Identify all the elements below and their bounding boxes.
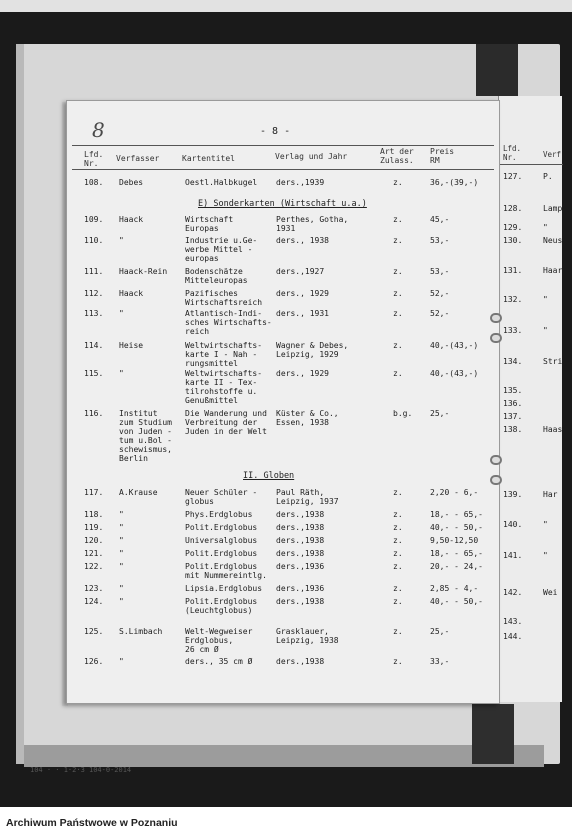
row-nr: 124.	[84, 597, 104, 606]
row-titel: Polit.Erdglobus mit Nummereintlg.	[185, 562, 267, 580]
row-nr: 117.	[84, 488, 104, 497]
adjacent-row-verf: Har	[543, 490, 558, 499]
row-nr: 108.	[84, 178, 104, 187]
row-preis: 52,-	[430, 289, 450, 298]
adjacent-row-nr: 127.	[503, 172, 523, 181]
adjacent-row-nr: 142.	[503, 588, 523, 597]
row-verlag: ders.,1927	[276, 267, 325, 276]
paper-clip	[490, 333, 502, 343]
row-nr: 114.	[84, 341, 104, 350]
row-verfasser: S.Limbach	[119, 627, 163, 636]
adjacent-row-verf: Haar	[543, 266, 563, 275]
paper-clip	[490, 475, 502, 485]
row-titel: Oestl.Halbkugel	[185, 178, 258, 187]
row-verlag: Perthes, Gotha, 1931	[276, 215, 349, 233]
row-verfasser: "	[119, 597, 124, 606]
row-preis: 18,- - 65,-	[430, 510, 483, 519]
row-verfasser: "	[119, 309, 124, 318]
section-heading-sonderkarten: E) Sonderkarten (Wirtschaft u.a.)	[198, 199, 367, 209]
adjacent-row-nr: 132.	[503, 295, 523, 304]
row-verfasser: Institut zum Studium von Juden - tum u.Bol - schewismus, Berlin	[119, 409, 172, 463]
row-preis: 53,-	[430, 236, 450, 245]
row-titel: ders., 35 cm Ø	[185, 657, 253, 666]
row-art: z.	[393, 523, 403, 532]
row-verlag: ders.,1936	[276, 584, 325, 593]
adjacent-row-verf: Neus	[543, 236, 563, 245]
row-nr: 121.	[84, 549, 104, 558]
row-preis: 33,-	[430, 657, 450, 666]
row-titel: Phys.Erdglobus	[185, 510, 253, 519]
row-art: z.	[393, 178, 403, 187]
row-verlag: ders.,1938	[276, 536, 325, 545]
row-preis: 9,50-12,50	[430, 536, 479, 545]
row-art: z.	[393, 597, 403, 606]
handwritten-number: 8	[92, 118, 105, 142]
adjacent-page	[498, 96, 562, 702]
header-preis: Preis RM	[430, 147, 455, 165]
row-preis: 20,- - 24,-	[430, 562, 483, 571]
row-titel: Universalglobus	[185, 536, 258, 545]
row-verfasser: "	[119, 236, 124, 245]
row-preis: 40,-(43,-)	[430, 369, 479, 378]
row-verfasser: "	[119, 657, 124, 666]
row-preis: 2,20 - 6,-	[430, 488, 479, 497]
row-titel: Pazifisches Wirtschaftsreich	[185, 289, 263, 307]
adjacent-row-nr: 134.	[503, 357, 523, 366]
archive-caption: Archiwum Państwowe w Poznaniu	[6, 817, 178, 829]
row-art: z.	[393, 369, 403, 378]
adjacent-row-nr: 129.	[503, 223, 523, 232]
row-nr: 111.	[84, 267, 104, 276]
adjacent-header-nr: Lfd. Nr.	[503, 144, 522, 162]
row-nr: 115.	[84, 369, 104, 378]
row-verfasser: Debes	[119, 178, 144, 187]
row-art: z.	[393, 549, 403, 558]
row-art: z.	[393, 488, 403, 497]
row-titel: Welt-Wegweiser Erdglobus, 26 cm Ø	[185, 627, 253, 654]
film-code: 104 · · 1·2·3 104-0-2014	[30, 766, 132, 774]
adjacent-row-verf: "	[543, 326, 548, 335]
row-titel: Neuer Schüler - globus	[185, 488, 258, 506]
row-verfasser: Heise	[119, 341, 144, 350]
row-preis: 40,- - 50,-	[430, 597, 483, 606]
row-verfasser: "	[119, 562, 124, 571]
adjacent-row-verf: Lamp	[543, 204, 563, 213]
adjacent-row-nr: 139.	[503, 490, 523, 499]
row-preis: 25,-	[430, 409, 450, 418]
row-verfasser: "	[119, 523, 124, 532]
header-lfd: Lfd. Nr.	[84, 150, 104, 168]
adjacent-row-nr: 135.	[503, 386, 523, 395]
row-preis: 25,-	[430, 627, 450, 636]
row-verlag: Küster & Co., Essen, 1938	[276, 409, 339, 427]
paper-clip	[490, 455, 502, 465]
adjacent-header-verf: Verf	[543, 150, 562, 159]
top-frame	[0, 0, 572, 12]
row-nr: 123.	[84, 584, 104, 593]
row-verlag: ders., 1931	[276, 309, 329, 318]
row-titel: Polit.Erdglobus (Leuchtglobus)	[185, 597, 258, 615]
row-art: b.g.	[393, 409, 413, 418]
adjacent-row-nr: 136.	[503, 399, 523, 408]
row-nr: 122.	[84, 562, 104, 571]
row-titel: Bodenschätze Mitteleuropas	[185, 267, 248, 285]
row-verlag: ders.,1936	[276, 562, 325, 571]
row-verlag: ders.,1938	[276, 657, 325, 666]
row-verfasser: "	[119, 536, 124, 545]
row-preis: 53,-	[430, 267, 450, 276]
board-bottom-edge	[24, 745, 544, 767]
header-art: Art der Zulass.	[380, 147, 414, 165]
adjacent-row-verf: Stri	[543, 357, 563, 366]
row-art: z.	[393, 289, 403, 298]
adjacent-row-nr: 141.	[503, 551, 523, 560]
row-verfasser: "	[119, 369, 124, 378]
row-nr: 109.	[84, 215, 104, 224]
row-art: z.	[393, 215, 403, 224]
shadow-block	[476, 44, 518, 96]
row-titel: Weltwirtschafts- karte I - Nah - rungsmittel	[185, 341, 263, 368]
header-kartentitel: Kartentitel	[182, 154, 235, 163]
adjacent-row-verf: "	[543, 223, 548, 232]
row-verfasser: "	[119, 584, 124, 593]
adjacent-row-nr: 140.	[503, 520, 523, 529]
row-titel: Weltwirtschafts- karte II - Tex- tilrohstoffe u. Genußmittel	[185, 369, 263, 405]
row-verfasser: Haack	[119, 289, 144, 298]
document-page	[66, 100, 500, 704]
row-verfasser: A.Krause	[119, 488, 158, 497]
board-edge	[16, 44, 24, 764]
row-nr: 119.	[84, 523, 104, 532]
adjacent-row-nr: 133.	[503, 326, 523, 335]
row-titel: Wirtschaft Europas	[185, 215, 234, 233]
row-titel: Industrie u.Ge- werbe Mittel - europas	[185, 236, 258, 263]
row-titel: Atlantisch-Indi- sches Wirtschafts- reich	[185, 309, 272, 336]
row-art: z.	[393, 309, 403, 318]
row-nr: 120.	[84, 536, 104, 545]
row-art: z.	[393, 584, 403, 593]
row-verfasser: Haack-Rein	[119, 267, 168, 276]
adjacent-row-nr: 131.	[503, 266, 523, 275]
row-nr: 112.	[84, 289, 104, 298]
row-art: z.	[393, 627, 403, 636]
row-preis: 40,- - 50,-	[430, 523, 483, 532]
row-verlag: Wagner & Debes, Leipzig, 1929	[276, 341, 349, 359]
adjacent-row-nr: 144.	[503, 632, 523, 641]
row-preis: 18,- - 65,-	[430, 549, 483, 558]
adjacent-row-nr: 138.	[503, 425, 523, 434]
row-verlag: ders., 1929	[276, 289, 329, 298]
row-art: z.	[393, 510, 403, 519]
row-nr: 126.	[84, 657, 104, 666]
paper-clip	[490, 313, 502, 323]
adjacent-row-nr: 137.	[503, 412, 523, 421]
row-verlag: Paul Räth, Leipzig, 1937	[276, 488, 339, 506]
row-titel: Lipsia.Erdglobus	[185, 584, 263, 593]
row-art: z.	[393, 562, 403, 571]
row-nr: 110.	[84, 236, 104, 245]
header-rule-top	[72, 145, 494, 146]
row-preis: 52,-	[430, 309, 450, 318]
row-titel: Polit.Erdglobus	[185, 523, 258, 532]
adjacent-row-verf: Wei	[543, 588, 558, 597]
row-verfasser: "	[119, 549, 124, 558]
adjacent-row-verf: "	[543, 520, 548, 529]
row-verfasser: "	[119, 510, 124, 519]
row-art: z.	[393, 657, 403, 666]
row-art: z.	[393, 341, 403, 350]
row-art: z.	[393, 267, 403, 276]
row-verlag: ders., 1938	[276, 236, 329, 245]
row-nr: 116.	[84, 409, 104, 418]
row-nr: 125.	[84, 627, 104, 636]
adjacent-row-verf: "	[543, 295, 548, 304]
row-titel: Polit.Erdglobus	[185, 549, 258, 558]
adjacent-row-verf: P.	[543, 172, 553, 181]
adjacent-row-nr: 143.	[503, 617, 523, 626]
row-preis: 45,-	[430, 215, 450, 224]
adjacent-row-nr: 130.	[503, 236, 523, 245]
adjacent-row-verf: "	[543, 551, 548, 560]
adjacent-header-line	[499, 164, 563, 165]
row-verlag: ders., 1929	[276, 369, 329, 378]
row-preis: 36,-(39,-)	[430, 178, 479, 187]
adjacent-row-verf: Haas	[543, 425, 563, 434]
header-verlag: Verlag und Jahr	[275, 152, 348, 161]
row-nr: 118.	[84, 510, 104, 519]
row-nr: 113.	[84, 309, 104, 318]
row-verlag: ders.,1939	[276, 178, 325, 187]
header-verfasser: Verfasser	[116, 154, 160, 163]
page-number: - 8 -	[260, 126, 291, 137]
row-art: z.	[393, 536, 403, 545]
shadow-block-bottom	[472, 704, 514, 764]
row-preis: 2,85 - 4,-	[430, 584, 479, 593]
row-verfasser: Haack	[119, 215, 144, 224]
adjacent-row-nr: 128.	[503, 204, 523, 213]
row-verlag: ders.,1938	[276, 523, 325, 532]
header-rule-bottom	[72, 169, 494, 170]
row-verlag: ders.,1938	[276, 597, 325, 606]
section-heading-globen: II. Globen	[243, 471, 295, 481]
row-titel: Die Wanderung und Verbreitung der Juden in der Welt	[185, 409, 267, 436]
row-art: z.	[393, 236, 403, 245]
row-verlag: Grasklauer, Leipzig, 1938	[276, 627, 339, 645]
row-verlag: ders.,1938	[276, 549, 325, 558]
row-verlag: ders.,1938	[276, 510, 325, 519]
row-preis: 40,-(43,-)	[430, 341, 479, 350]
